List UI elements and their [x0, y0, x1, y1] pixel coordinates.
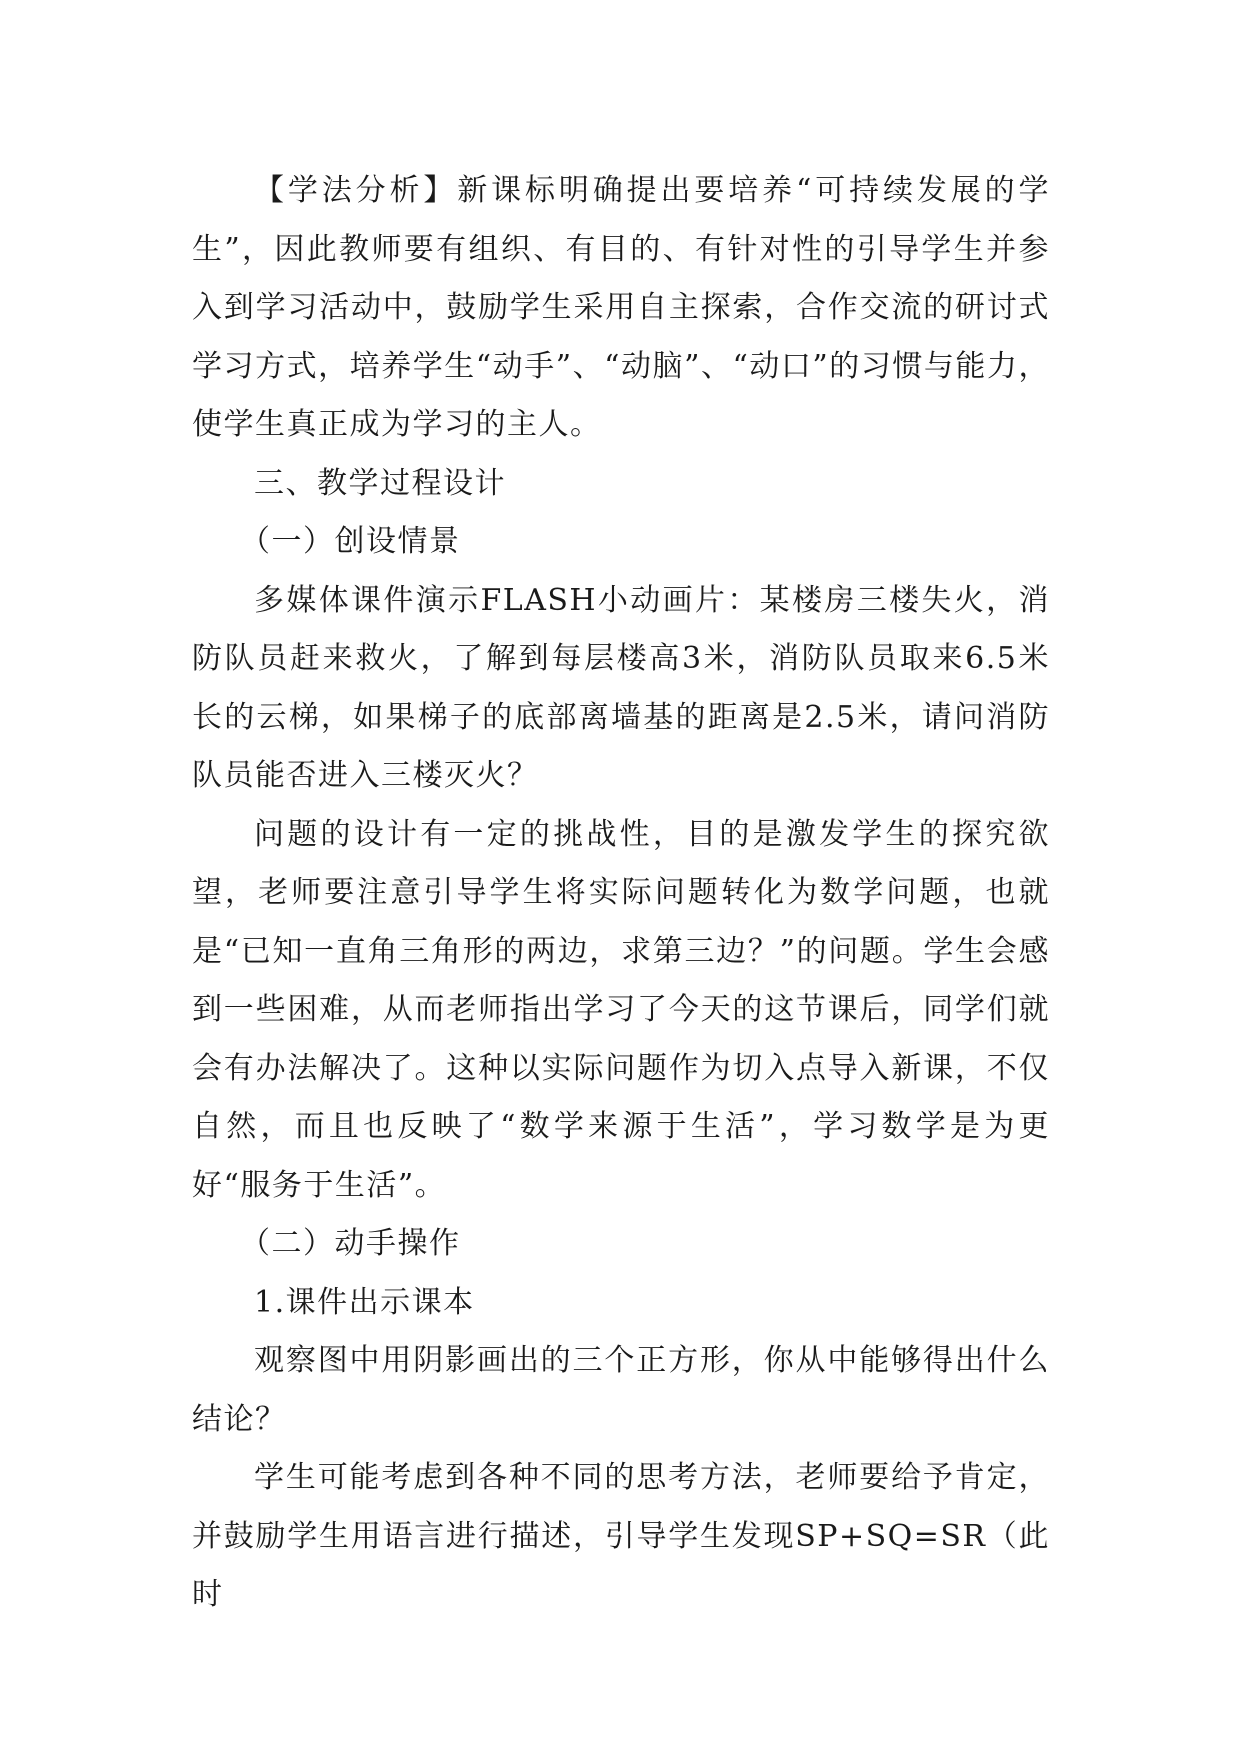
paragraph-student-thinking: 学生可能考虑到各种不同的思考方法，老师要给予肯定，并鼓励学生用语言进行描述，引导学生发现SP+SQ=SR（此时	[192, 1460, 1050, 1612]
section-heading-teaching-process: 三、教学过程设计	[254, 465, 506, 501]
list-item-courseware: 1.课件出示课本	[254, 1284, 475, 1320]
paragraph-observe-squares: 观察图中用阴影画出的三个正方形，你从中能够得出什么结论？	[192, 1343, 1050, 1437]
subheading-hands-on: （二）动手操作	[240, 1226, 461, 1261]
paragraph-study-method: 【学法分析】新课标明确提出要培养“可持续发展的学生”，因此教师要有组织、有目的、有针对性的引导学生并参入到学习活动中，鼓励学生采用自主探索，合作交流的研讨式学习方式，培养学生“动手”、“动脑”、“动口”的习惯与能力，使学生真正成为学习的主人。	[192, 173, 1050, 442]
paragraph-problem-design: 问题的设计有一定的挑战性，目的是激发学生的探究欲望，老师要注意引导学生将实际问题转化为数学问题，也就是“已知一直角三角形的两边，求第三边？”的问题。学生会感到一些困难，从而老师指出学习了今天的这节课后，同学们就会有办法解决了。这种以实际问题作为切入点导入新课，不仅自然，而且也反映了“数学来源于生活”，学习数学是为更好“服务于生活”。	[192, 816, 1050, 1203]
paragraph-multimedia-demo: 多媒体课件演示FLASH小动画片：某楼房三楼失火，消防队员赶来救火，了解到每层楼高3米，消防队员取来6.5米长的云梯，如果梯子的底部离墙基的距离是2.5米，请问消防队员能否进入三楼灭火？	[192, 582, 1050, 793]
document-body	[192, 162, 1050, 1625]
subheading-create-scenario: （一）创设情景	[240, 524, 461, 559]
